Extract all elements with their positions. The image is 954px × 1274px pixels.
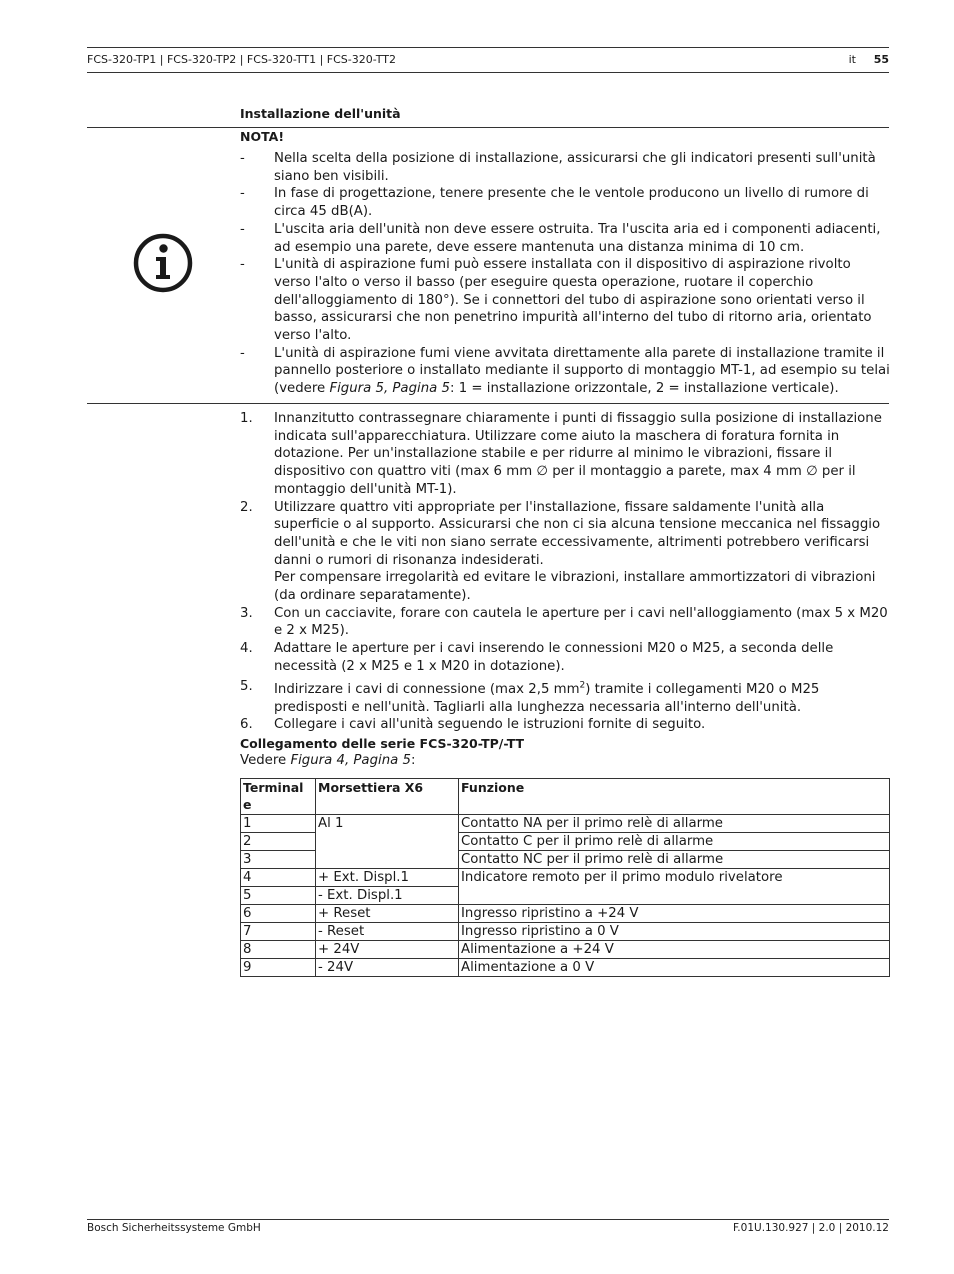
note-bottom-divider [87,403,889,404]
table-cell: Contatto C per il primo relè di allarme [459,833,890,851]
step-text [274,682,819,715]
connection-reference [240,753,415,768]
list-item: - Nella scelta della posizione di installazione, assicurarsi che gli indicatori presenti sull'unità siano ben visibili. [240,151,876,184]
step-text: Con un cacciavite, forare con cautela le aperture per i cavi nell'alloggiamento (max 5 x M20 e 2 x M25). [274,605,888,639]
list-item: - L'unità di aspirazione fumi viene avvitata direttamente alla parete di installazione tramite il pannello posteriore o installato mediante il supporto di montaggio MT-1, ad esempio su telai (vedere Figura 5, Pagina 5: 1 = installazione orizzontale, 2 = installazione verticale). [240,345,890,397]
table-cell: Alimentazione a +24 V [459,941,890,959]
note-bullet-text: Nella scelta della posizione di installazione, assicurarsi che gli indicatori presenti sull'unità siano ben visibili. [274,151,876,184]
table-row [241,941,890,959]
step-text-part: Indirizzare i cavi di connessione (max 2,5 mm [274,681,580,697]
list-item: 1. Innanzitutto contrassegnare chiaramente i punti di fissaggio sulla posizione di installazione indicata sull'apparecchiatura. Utilizzare come aiuto la maschera di foratura fornita in dotazione. Per un'installazione stabile e per ridurre al minimo le vibrazioni, fissare il dispositivo con quattro viti (max 6 mm ∅ per il montaggio a parete, max 4 mm ∅ per il montaggio dell'unità MT-1). [240,411,882,497]
table-header-row [241,779,890,815]
table-cell: Ingresso ripristino a 0 V [459,923,890,941]
page-number: 55 [873,53,889,66]
table-cell: Contatto NC per il primo relè di allarme [459,851,890,869]
header-language: it [848,53,856,66]
see-prefix: Vedere [240,753,291,768]
column-header: Morsettiera X6 [316,779,459,815]
figure-reference: Figura 4, Pagina 5 [290,753,411,768]
list-item: - L'unità di aspirazione fumi può essere installata con il dispositivo di aspirazione rivolto verso l'alto o verso il basso (per eseguire questa operazione, ruotare il coperchio dell'alloggiamento di 180°). Se i connettori del tubo di aspirazione sono orientati verso il basso, assicurarsi che non penetrino impurità all'interno del tubo di ritorno aria, orientato verso l'alto. [240,257,872,344]
step-text: Per compensare irregolarità ed evitare le vibrazioni, installare ammortizzatori di vibrazioni (da ordinare separatamente). [274,570,876,604]
page-footer [87,1219,889,1234]
table-cell: Alimentazione a 0 V [459,959,890,977]
table-cell: Al 1 [316,815,459,869]
table-cell: - Ext. Displ.1 [316,887,459,905]
table-row [241,869,890,887]
column-header: Funzione [459,779,890,815]
note-bullet-text: In fase di progettazione, tenere presente che le ventole producono un livello di rumore di circa 45 dB(A). [274,186,869,220]
note-bullet-text: L'uscita aria dell'unità non deve essere ostruita. Tra l'uscita aria ed i componenti adiacenti, ad esempio una parete, deve essere mantenuta una distanza minima di 10 cm. [274,221,881,255]
footer-doc-ref: F.01U.130.927 | 2.0 | 2010.12 [732,1222,889,1234]
table-cell: 2 [241,833,316,851]
bullet-text-part: L'unità di aspirazione fumi viene avvitata direttamente alla parete di installazione tramite il pannello posteriore o installato mediante il supporto di montaggio MT-1, ad esempio su telai (vedere [274,345,890,397]
see-suffix: : [410,753,416,768]
installation-steps [240,410,890,734]
list-item: - In fase di progettazione, tenere presente che le ventole producono un livello di rumore di circa 45 dB(A). [240,186,869,220]
step-text: Adattare le aperture per i cavi inserendo le connessioni M20 o M25, a seconda delle necessità (2 x M25 e 1 x M20 in dotazione). [274,641,834,674]
table-cell: 7 [241,923,316,941]
list-item: 4. Adattare le aperture per i cavi inserendo le connessioni M20 o M25, a seconda delle necessità (2 x M25 e 1 x M20 in dotazione). [240,641,834,674]
table-row [241,959,890,977]
step-text: Collegare i cavi all'unità seguendo le istruzioni fornite di seguito. [274,717,706,733]
figure-reference: Figura 5, Pagina 5 [329,381,450,397]
table-cell: 4 [241,869,316,887]
footer-company: Bosch Sicherheitssysteme GmbH [87,1222,261,1234]
table-row [241,923,890,941]
section-title: Installazione dell'unità [240,106,401,121]
table-row [241,905,890,923]
note-top-divider [87,127,889,128]
table-cell: - Reset [316,923,459,941]
terminal-table [240,778,890,977]
table-cell: 8 [241,941,316,959]
connection-title: Collegamento delle serie FCS-320-TP/-TT [240,736,525,751]
bullet-text-part: : 1 = installazione orizzontale, 2 = installazione verticale). [449,381,839,397]
table-cell: 3 [241,851,316,869]
table-cell: - 24V [316,959,459,977]
step-text: Innanzitutto contrassegnare chiaramente i punti di fissaggio sulla posizione di installazione indicata sull'apparecchiatura. Utilizzare come aiuto la maschera di foratura fornita in dotazione. Per un'installazione stabile e per ridurre al minimo le vibrazioni, fissare il dispositivo con quattro viti (max 6 mm ∅ per il montaggio a parete, max 4 mm ∅ per il montaggio dell'unità MT-1). [274,411,882,497]
step-text-part: ) tramite i collegamenti M20 o M25 predisposti e nell'unità. Tagliarli alla lunghezza necessaria all'interno dell'unità. [274,681,820,715]
list-item: 3. Con un cacciavite, forare con cautela le aperture per i cavi nell'alloggiamento (max 5 x M20 e 2 x M25). [240,605,888,639]
list-item: - L'uscita aria dell'unità non deve essere ostruita. Tra l'uscita aria ed i componenti adiacenti, ad esempio una parete, deve essere mantenuta una distanza minima di 10 cm. [240,221,881,255]
superscript: 2 [579,680,586,691]
table-cell: 9 [241,959,316,977]
column-header [241,779,316,815]
table-cell: 5 [241,887,316,905]
table-row [241,815,890,833]
table-cell: + Reset [316,905,459,923]
table-cell: Ingresso ripristino a +24 V [459,905,890,923]
table-cell: + Ext. Displ.1 [316,869,459,887]
note-heading: NOTA! [240,129,285,144]
list-item: 2. Utilizzare quattro viti appropriate per l'installazione, fissare saldamente l'unità alla superficie o al supporto. Assicurarsi che non ci sia alcuna tensione meccanica nel fissaggio dell'unità e che le viti non siano serrate eccessivamente, altrimenti potrebbero verificarsi danni o rumori di risonanza indesiderati. Per compensare irregolarità ed evitare le vibrazioni, installare ammortizzatori di vibrazioni (da ordinare separatamente). [240,499,881,604]
table-cell: Indicatore remoto per il primo modulo rivelatore [459,869,890,905]
note-bullet-text [274,346,890,396]
page-header [87,47,889,73]
list-item: 6. Collegare i cavi all'unità seguendo le istruzioni fornite di seguito. [240,717,706,733]
header-models: FCS-320-TP1 | FCS-320-TP2 | FCS-320-TT1 | FCS-320-TT2 [87,53,396,66]
table-cell: Contatto NA per il primo relè di allarme [459,815,890,833]
info-icon [133,233,193,293]
header-text: Terminal e [243,780,304,812]
table-cell: 1 [241,815,316,833]
table-cell: 6 [241,905,316,923]
note-bullet-list [240,150,890,398]
note-bullet-text: L'unità di aspirazione fumi può essere installata con il dispositivo di aspirazione rivolto verso l'alto o verso il basso (per eseguire questa operazione, ruotare il coperchio dell'alloggiamento di 180°). Se i connettori del tubo di aspirazione sono orientati verso il basso, assicurarsi che non penetrino impurità all'interno del tubo di ritorno aria, orientato verso l'alto. [274,257,872,344]
table-cell: + 24V [316,941,459,959]
list-item: 5. Indirizzare i cavi di connessione (max 2,5 $mm^2$) tramite i collegamenti M20 o M25 predisposti e nell'unità. Tagliarli alla lunghezza necessaria all'interno dell'unità. [240,678,820,715]
step-text: Utilizzare quattro viti appropriate per l'installazione, fissare saldamente l'unità alla superficie o al supporto. Assicurarsi che non ci sia alcuna tensione meccanica nel fissaggio dell'unità e che le viti non siano serrate eccessivamente, altrimenti potrebbero verificarsi danni o rumori di risonanza indesiderati. [274,499,881,568]
